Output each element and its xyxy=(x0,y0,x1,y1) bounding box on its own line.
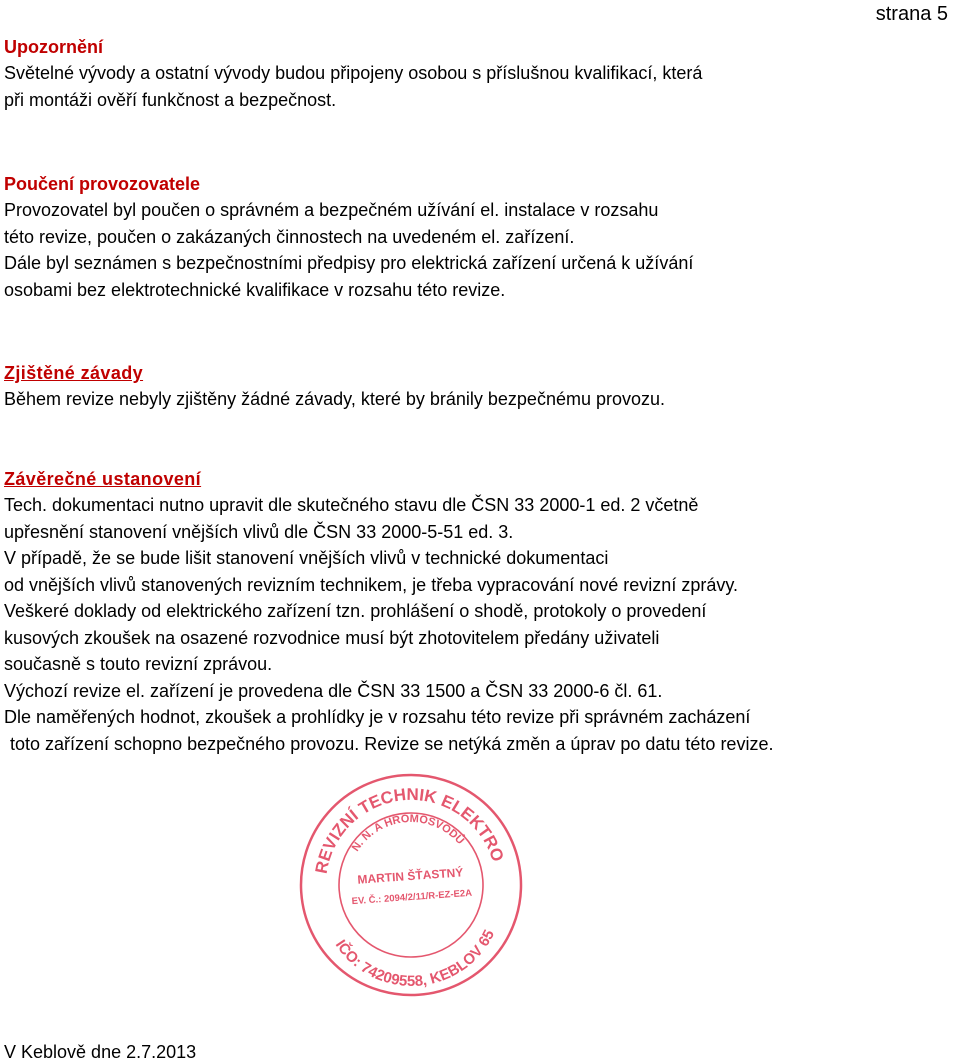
stamp-top-text: REVIZNÍ TECHNIK ELEKTRO xyxy=(311,784,508,876)
text-line: Tech. dokumentaci nutno upravit dle skutečného stavu dle ČSN 33 2000-1 ed. 2 včetně xyxy=(4,495,699,515)
text-line: Provozovatel byl poučen o správném a bezpečném užívání el. instalace v rozsahu xyxy=(4,200,659,220)
text-line: upřesnění stanovení vnějších vlivů dle ČSN 33 2000-5-51 ed. 3. xyxy=(4,521,514,542)
text-line: kusových zkoušek na osazené rozvodnice musí být zhotovitelem předány uživateli xyxy=(4,627,660,648)
official-stamp xyxy=(296,770,526,1000)
section-zjistene-zavady xyxy=(4,360,954,413)
text-line: Během revize nebyly zjištěny žádné závady, které by bránily bezpečnému provozu. xyxy=(4,389,666,409)
section-upozorneni xyxy=(4,34,954,113)
section-zaverecne-ustanoveni xyxy=(4,466,954,757)
text-line: Dle naměřených hodnot, zkoušek a prohlídky je v rozsahu této revize při správném zacházení xyxy=(4,707,751,727)
text-line: osobami bez elektrotechnické kvalifikace v rozsahu této revize. xyxy=(4,279,506,300)
text-line: Veškeré doklady od elektrického zařízení tzn. prohlášení o shodě, protokoly o provedení xyxy=(4,601,707,621)
text-line: současně s touto revizní zprávou. xyxy=(4,654,273,674)
section-heading-zavady: Zjištěné závady xyxy=(4,363,144,383)
stamp-inner-text: N. N. A HROMOSVODŮ xyxy=(349,812,467,854)
text-line: při montáži ověří funkčnost a bezpečnost. xyxy=(4,89,337,110)
stamp-outer-ring xyxy=(296,770,526,1000)
text-line: Dále byl seznámen s bezpečnostními předpisy pro elektrická zařízení určená k užívání xyxy=(4,253,694,273)
text-line: V případě, že se bude lišit stanovení vnějších vlivů v technické dokumentaci xyxy=(4,548,609,568)
text-line: této revize, poučen o zakázaných činnostech na uvedeném el. zařízení. xyxy=(4,226,575,247)
stamp-name: MARTIN ŠŤASTNÝ xyxy=(357,865,464,887)
section-heading-zaverecne: Závěrečné ustanovení xyxy=(4,469,202,489)
stamp-bottom-text: IČO: 74209558, KEBLOV 65 xyxy=(331,927,499,991)
section-pouceni-provozovatele xyxy=(4,171,954,303)
place-and-date: V Keblově dne 2.7.2013 xyxy=(4,1042,197,1062)
stamp-registration: EV. Č.: 2094/2/11/R-EZ-E2A xyxy=(351,887,473,908)
page-number: strana 5 xyxy=(875,3,948,25)
text-line: Světelné vývody a ostatní vývody budou připojeny osobou s příslušnou kvalifikací, která xyxy=(4,63,703,83)
text-line: Výchozí revize el. zařízení je provedena dle ČSN 33 1500 a ČSN 33 2000-6 čl. 61. xyxy=(4,680,663,701)
section-heading-upozorneni: Upozornění xyxy=(4,37,103,57)
section-heading-pouceni: Poučení provozovatele xyxy=(4,174,201,194)
text-line: toto zařízení schopno bezpečného provozu. Revize se netýká změn a úprav po datu této revize. xyxy=(10,733,774,754)
text-line: od vnějších vlivů stanovených revizním technikem, je třeba vypracování nové revizní zprávy. xyxy=(4,574,739,595)
